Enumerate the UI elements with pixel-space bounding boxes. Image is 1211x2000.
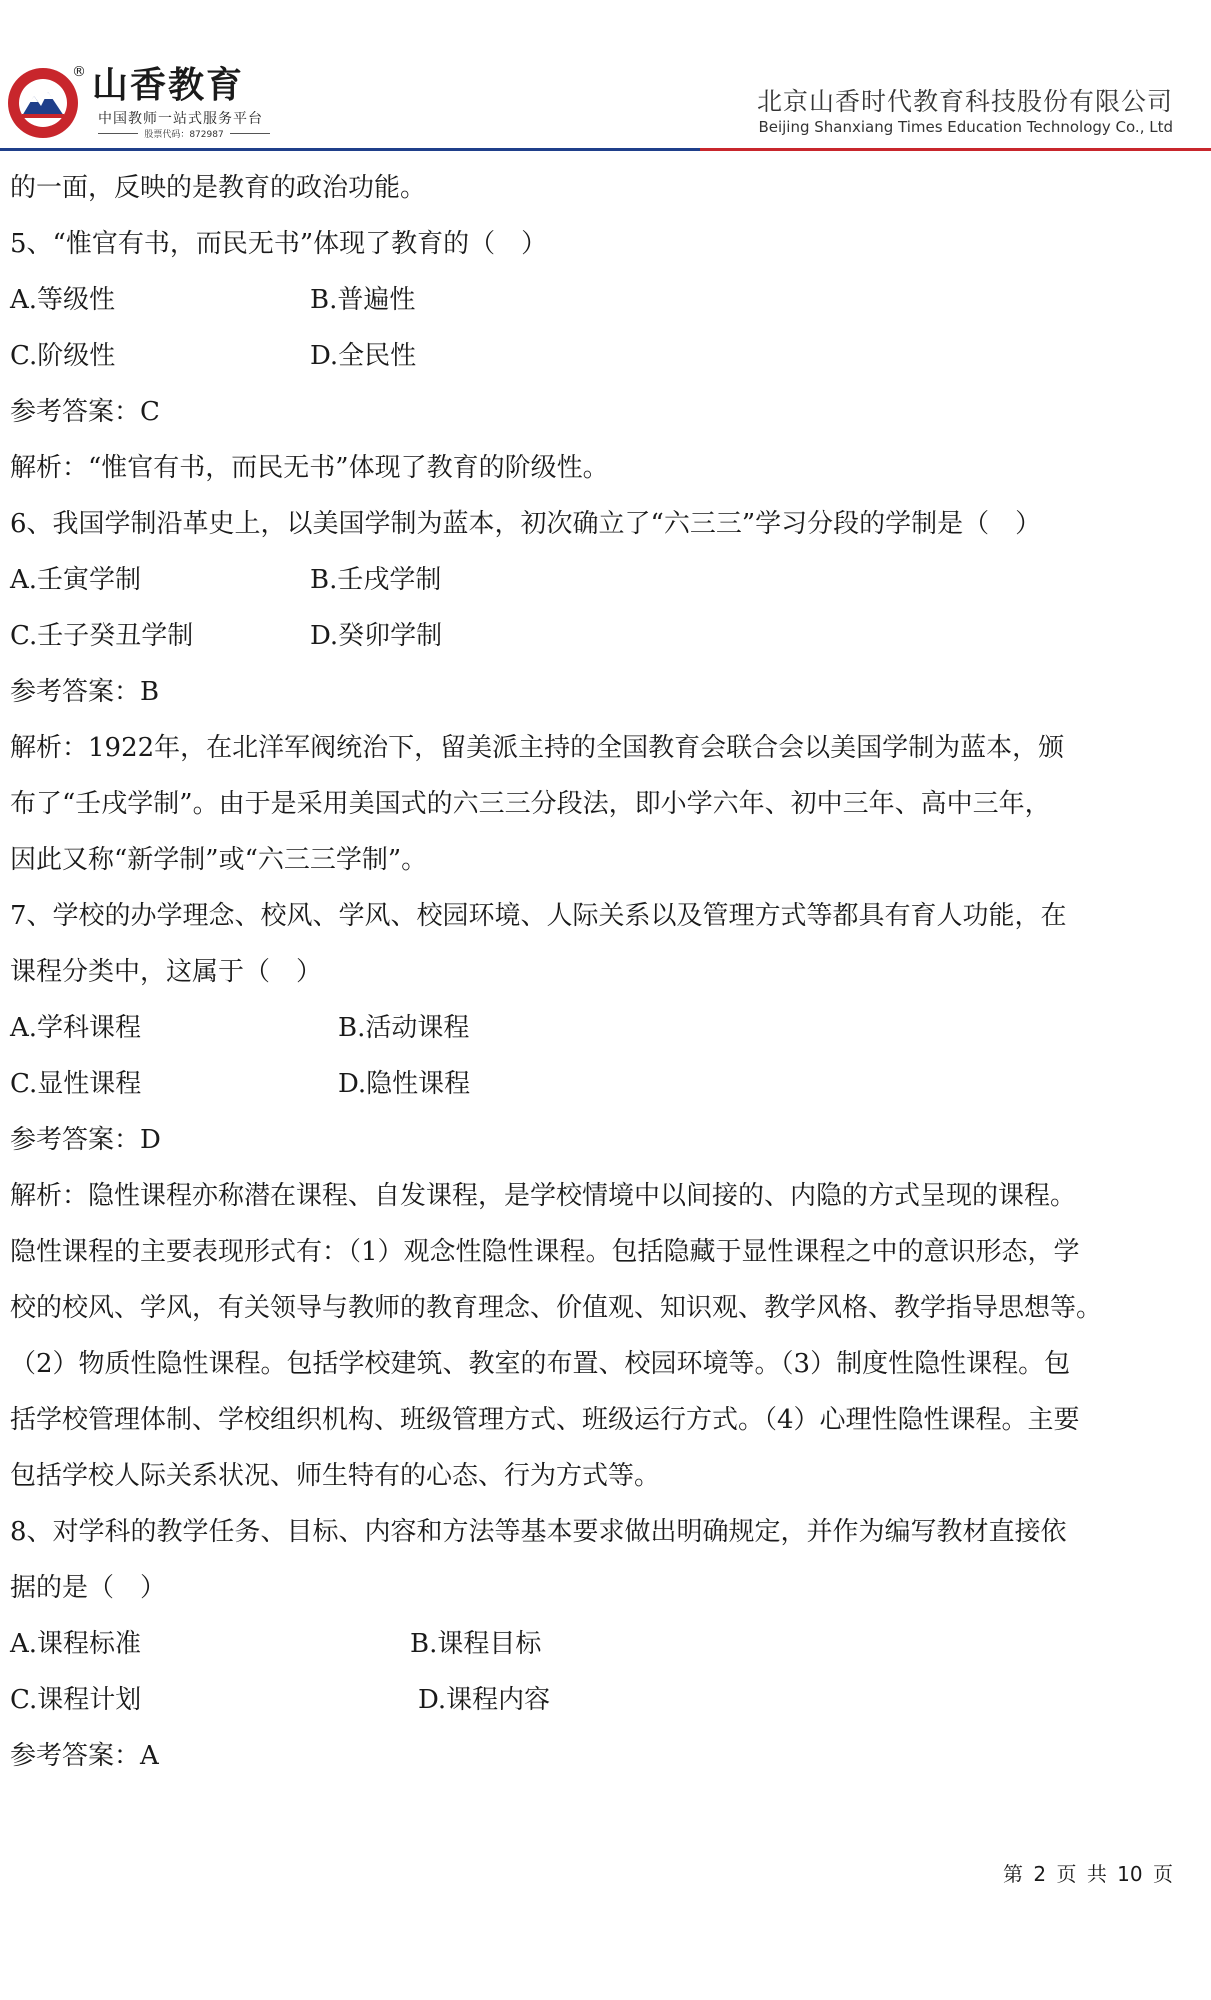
registered-mark: ® <box>72 64 86 80</box>
question-5-option-b: B.普遍性 <box>310 285 416 315</box>
question-6-option-c: C.壬子癸丑学制 <box>10 621 194 651</box>
question-6-option-a: A.壬寅学制 <box>10 565 142 595</box>
company-name-cn: 北京山香时代教育科技股份有限公司 <box>756 87 1173 116</box>
question-6-answer: 参考答案：B <box>10 677 160 707</box>
header-rule-red <box>700 148 1211 151</box>
stock-code-row <box>98 126 270 140</box>
divider <box>98 133 138 134</box>
question-6-option-b: B.壬戌学制 <box>310 565 442 595</box>
question-7-stem-line-1: 7、学校的办学理念、校风、学风、校园环境、人际关系以及管理方式等都具有育人功能，在 <box>10 901 1067 931</box>
question-8-stem-line-2: 据的是（ ） <box>10 1573 167 1603</box>
header-rule-blue <box>0 148 700 151</box>
question-7-analysis-line-6: 包括学校人际关系状况、师生特有的心态、行为方式等。 <box>10 1461 661 1491</box>
question-7-answer: 参考答案：D <box>10 1125 161 1155</box>
question-8-option-b: B.课程目标 <box>410 1629 542 1659</box>
question-6-analysis-line-3: 因此又称“新学制”或“六三三学制”。 <box>10 845 428 875</box>
question-7-options-row-2 <box>10 1056 1176 1112</box>
question-8-options-row-1 <box>10 1616 1176 1672</box>
stock-code: 股票代码：872987 <box>144 129 224 140</box>
question-6-analysis-line-1: 解析：1922年，在北洋军阀统治下，留美派主持的全国教育会联合会以美国学制为蓝本，颁 <box>10 733 1065 763</box>
company-name-en: Beijing Shanxiang Times Education Technology Co., Ltd <box>758 118 1173 136</box>
question-5-analysis: 解析：“惟官有书，而民无书”体现了教育的阶级性。 <box>10 453 609 483</box>
question-5-stem: 5、“惟官有书，而民无书”体现了教育的（ ） <box>10 229 548 259</box>
question-8-options-row-2 <box>10 1672 1176 1728</box>
intro-tail-text: 的一面，反映的是教育的政治功能。 <box>10 173 427 203</box>
question-8-option-a: A.课程标准 <box>10 1629 142 1659</box>
divider <box>230 133 270 134</box>
question-7-analysis-line-4: （2）物质性隐性课程。包括学校建筑、教室的布置、校园环境等。（3）制度性隐性课程。包 <box>10 1349 1071 1379</box>
page-number: 第 2 页 共 10 页 <box>1003 1862 1173 1886</box>
question-6-stem: 6、我国学制沿革史上，以美国学制为蓝本，初次确立了“六三三”学习分段的学制是（ ） <box>10 509 1042 539</box>
question-8-stem-line-1: 8、对学科的教学任务、目标、内容和方法等基本要求做出明确规定，并作为编写教材直接依 <box>10 1517 1067 1547</box>
question-6-options-row-2 <box>10 608 1176 664</box>
question-5-options-row-2 <box>10 328 1176 384</box>
question-6-options-row-1 <box>10 552 1176 608</box>
question-7-analysis-line-3: 校的校风、学风，有关领导与教师的教育理念、价值观、知识观、教学风格、教学指导思想等。 <box>10 1293 1103 1323</box>
question-8-option-d: D.课程内容 <box>418 1685 551 1715</box>
question-5-options-row-1 <box>10 272 1176 328</box>
question-7-analysis-line-2: 隐性课程的主要表现形式有：（1）观念性隐性课程。包括隐藏于显性课程之中的意识形态，学 <box>10 1237 1080 1267</box>
question-7-option-d: D.隐性课程 <box>338 1069 471 1099</box>
question-7-analysis-line-1: 解析：隐性课程亦称潜在课程、自发课程，是学校情境中以间接的、内隐的方式呈现的课程。 <box>10 1181 1077 1211</box>
document-body <box>10 160 1176 1784</box>
question-7-option-c: C.显性课程 <box>10 1069 142 1099</box>
question-5-option-d: D.全民性 <box>310 341 417 371</box>
question-5-option-a: A.等级性 <box>10 285 116 315</box>
question-6-option-d: D.癸卯学制 <box>310 621 443 651</box>
page-header <box>0 0 1211 150</box>
question-8-answer: 参考答案：A <box>10 1741 159 1771</box>
question-7-stem-line-2: 课程分类中，这属于（ ） <box>10 957 323 987</box>
question-8-option-c: C.课程计划 <box>10 1685 142 1715</box>
question-7-options-row-1 <box>10 1000 1176 1056</box>
shanxiang-education-logo-icon <box>8 68 78 138</box>
question-7-option-a: A.学科课程 <box>10 1013 142 1043</box>
question-7-analysis-line-5: 括学校管理体制、学校组织机构、班级管理方式、班级运行方式。（4）心理性隐性课程。主要 <box>10 1405 1080 1435</box>
question-5-answer: 参考答案：C <box>10 397 160 427</box>
question-6-analysis-line-2: 布了“壬戌学制”。由于是采用美国式的六三三分段法，即小学六年、初中三年、高中三年， <box>10 789 1051 819</box>
question-5-option-c: C.阶级性 <box>10 341 116 371</box>
brand-slogan: 中国教师一站式服务平台 <box>98 111 263 127</box>
brand-name: 山香教育 <box>92 65 245 106</box>
question-7-option-b: B.活动课程 <box>338 1013 470 1043</box>
